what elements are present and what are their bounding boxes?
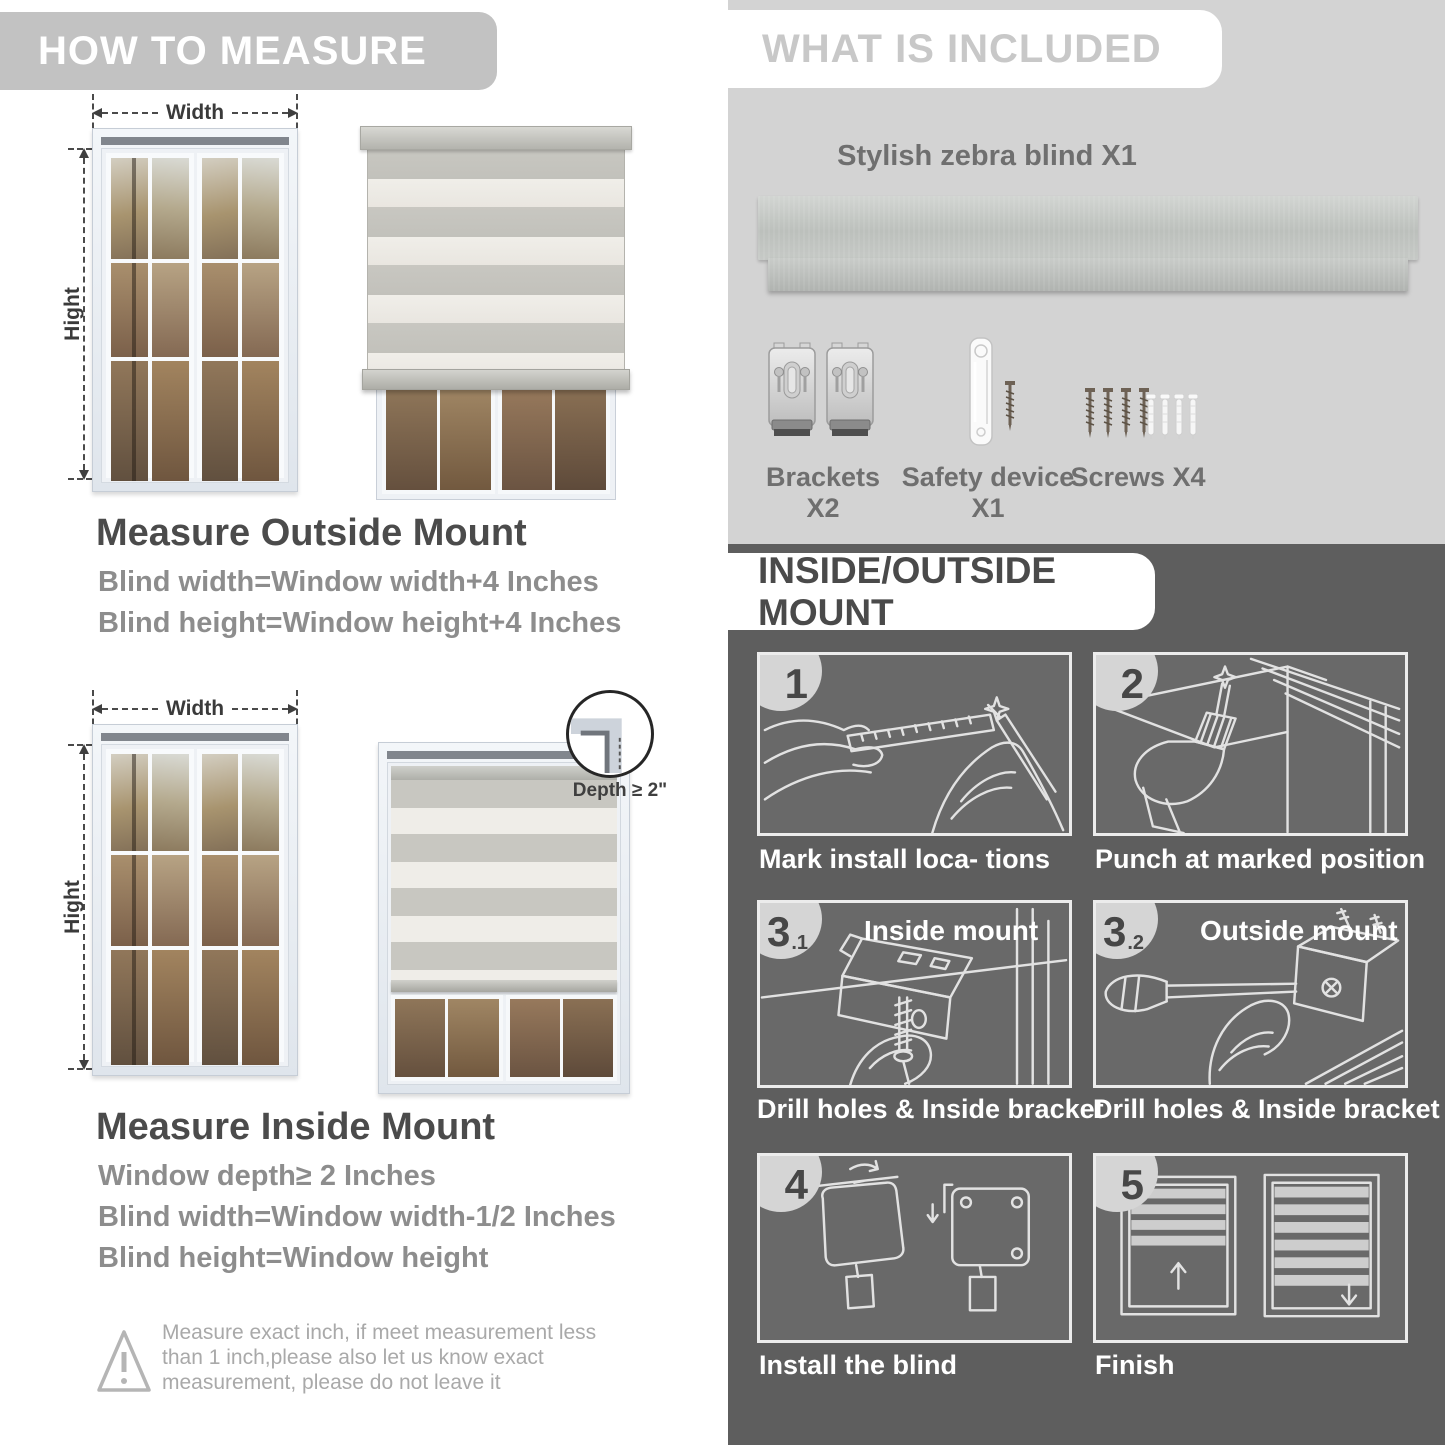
- step-5-caption: Finish: [1095, 1350, 1175, 1380]
- blind-headrail-image: [758, 196, 1418, 260]
- step-1-caption: Mark install loca- tions: [759, 844, 1051, 874]
- safety-device-icon: [966, 336, 996, 448]
- inside-mount-line2: Blind width=Window width-1/2 Inches: [98, 1201, 616, 1233]
- outside-height-label: Hight: [60, 287, 84, 341]
- safety-device-label: Safety device X1: [901, 462, 1075, 523]
- screw-icon: [1102, 388, 1114, 438]
- what-is-included-header-label: WHAT IS INCLUDED: [762, 26, 1162, 71]
- window-behind-blind: [376, 378, 616, 500]
- window-head-strip: [101, 733, 289, 741]
- depth-detail-magnifier: [566, 690, 654, 778]
- window-panes: [101, 148, 289, 483]
- product-name-label: Stylish zebra blind X1: [837, 140, 1137, 172]
- what-is-included-header: [728, 10, 1222, 88]
- outside-width-label: Width: [165, 101, 225, 124]
- blind-cassette: [360, 126, 632, 150]
- wall-anchor-icon: [1188, 394, 1198, 440]
- window-panes: [101, 744, 289, 1067]
- zebra-fabric: [367, 149, 625, 371]
- how-to-measure-header-label: HOW TO MEASURE: [38, 28, 427, 73]
- step-2-caption: Punch at marked position: [1095, 844, 1426, 874]
- step-3-2-title: Outside mount: [1200, 915, 1398, 946]
- screw-icon: [1084, 388, 1096, 438]
- step-4-caption: Install the blind: [759, 1350, 958, 1380]
- outside-mount-window-illustration: [92, 128, 298, 492]
- screws-group: [1084, 388, 1150, 438]
- step-3-1-caption: Drill holes & Inside bracket: [757, 1094, 1104, 1124]
- wall-anchor-icon: [1174, 394, 1184, 440]
- warning-icon: [95, 1326, 153, 1398]
- inside-mount-window-illustration: [92, 724, 298, 1076]
- step-3-2-number-badge: 3 .2: [1093, 900, 1158, 959]
- wall-anchor-icon: [1160, 394, 1170, 440]
- mount-steps-section: [728, 544, 1445, 1445]
- outside-mount-blind-illustration: [360, 126, 632, 500]
- brackets-label: Brackets X2: [765, 462, 881, 523]
- step-4-number-badge: 4: [757, 1153, 822, 1212]
- step-5-tile: [1093, 1153, 1408, 1343]
- wall-anchor-icon: [1146, 394, 1156, 440]
- blind-bottom-rail: [391, 980, 617, 992]
- step-1-tile: [757, 652, 1072, 836]
- window-panes: [391, 992, 617, 1081]
- step-3-1-number-badge: 3 .1: [757, 900, 822, 959]
- inside-outside-mount-header-label: INSIDE/OUTSIDE MOUNT: [758, 549, 1057, 633]
- inside-mount-line3: Blind height=Window height: [98, 1242, 489, 1274]
- blind-bottom-rail: [362, 369, 630, 390]
- corner-detail-icon: [569, 693, 651, 775]
- outside-width-arrow: [92, 101, 298, 124]
- inside-width-arrow: [92, 697, 298, 720]
- inside-height-arrow: [60, 744, 90, 1070]
- outside-mount-line1: Blind width=Window width+4 Inches: [98, 566, 599, 598]
- inside-width-label: Width: [165, 697, 225, 720]
- measurement-warning-text: Measure exact inch, if meet measurement less than 1 inch,please also let us know exact measurement, please do not leave it: [162, 1321, 597, 1394]
- step-4-tile: [757, 1153, 1072, 1343]
- screw-icon: [1120, 388, 1132, 438]
- anchors-group: [1146, 394, 1198, 440]
- bracket-icon: [766, 342, 818, 438]
- inside-height-label: Hight: [60, 880, 84, 934]
- blind-headrail-lower-image: [768, 258, 1408, 291]
- outside-mount-heading: Measure Outside Mount: [96, 512, 527, 554]
- screws-label: Screws X4: [1070, 462, 1206, 492]
- screw-icon: [1004, 380, 1016, 432]
- step-3-2-tile: [1093, 900, 1408, 1088]
- bracket-icon: [824, 342, 876, 438]
- outside-mount-line2: Blind height=Window height+4 Inches: [98, 607, 622, 639]
- step-3-1-tile: [757, 900, 1072, 1088]
- step-2-tile: [1093, 652, 1408, 836]
- window-head-strip: [101, 137, 289, 145]
- outside-height-arrow: [60, 148, 90, 480]
- inside-mount-heading: Measure Inside Mount: [96, 1106, 496, 1148]
- how-to-measure-header: [0, 12, 497, 90]
- step-2-number-badge: 2: [1093, 652, 1158, 711]
- inside-mount-line1: Window depth≥ 2 Inches: [98, 1160, 436, 1192]
- step-3-2-caption: Drill holes & Inside bracket: [1093, 1094, 1440, 1124]
- step-5-number-badge: 5: [1093, 1153, 1158, 1212]
- step-3-1-title: Inside mount: [864, 915, 1039, 946]
- step-1-number-badge: 1: [757, 652, 822, 711]
- what-is-included-section: [728, 0, 1445, 544]
- zebra-fabric: [391, 780, 617, 980]
- inside-outside-mount-header: [728, 549, 1155, 633]
- depth-label: Depth ≥ 2": [572, 780, 668, 801]
